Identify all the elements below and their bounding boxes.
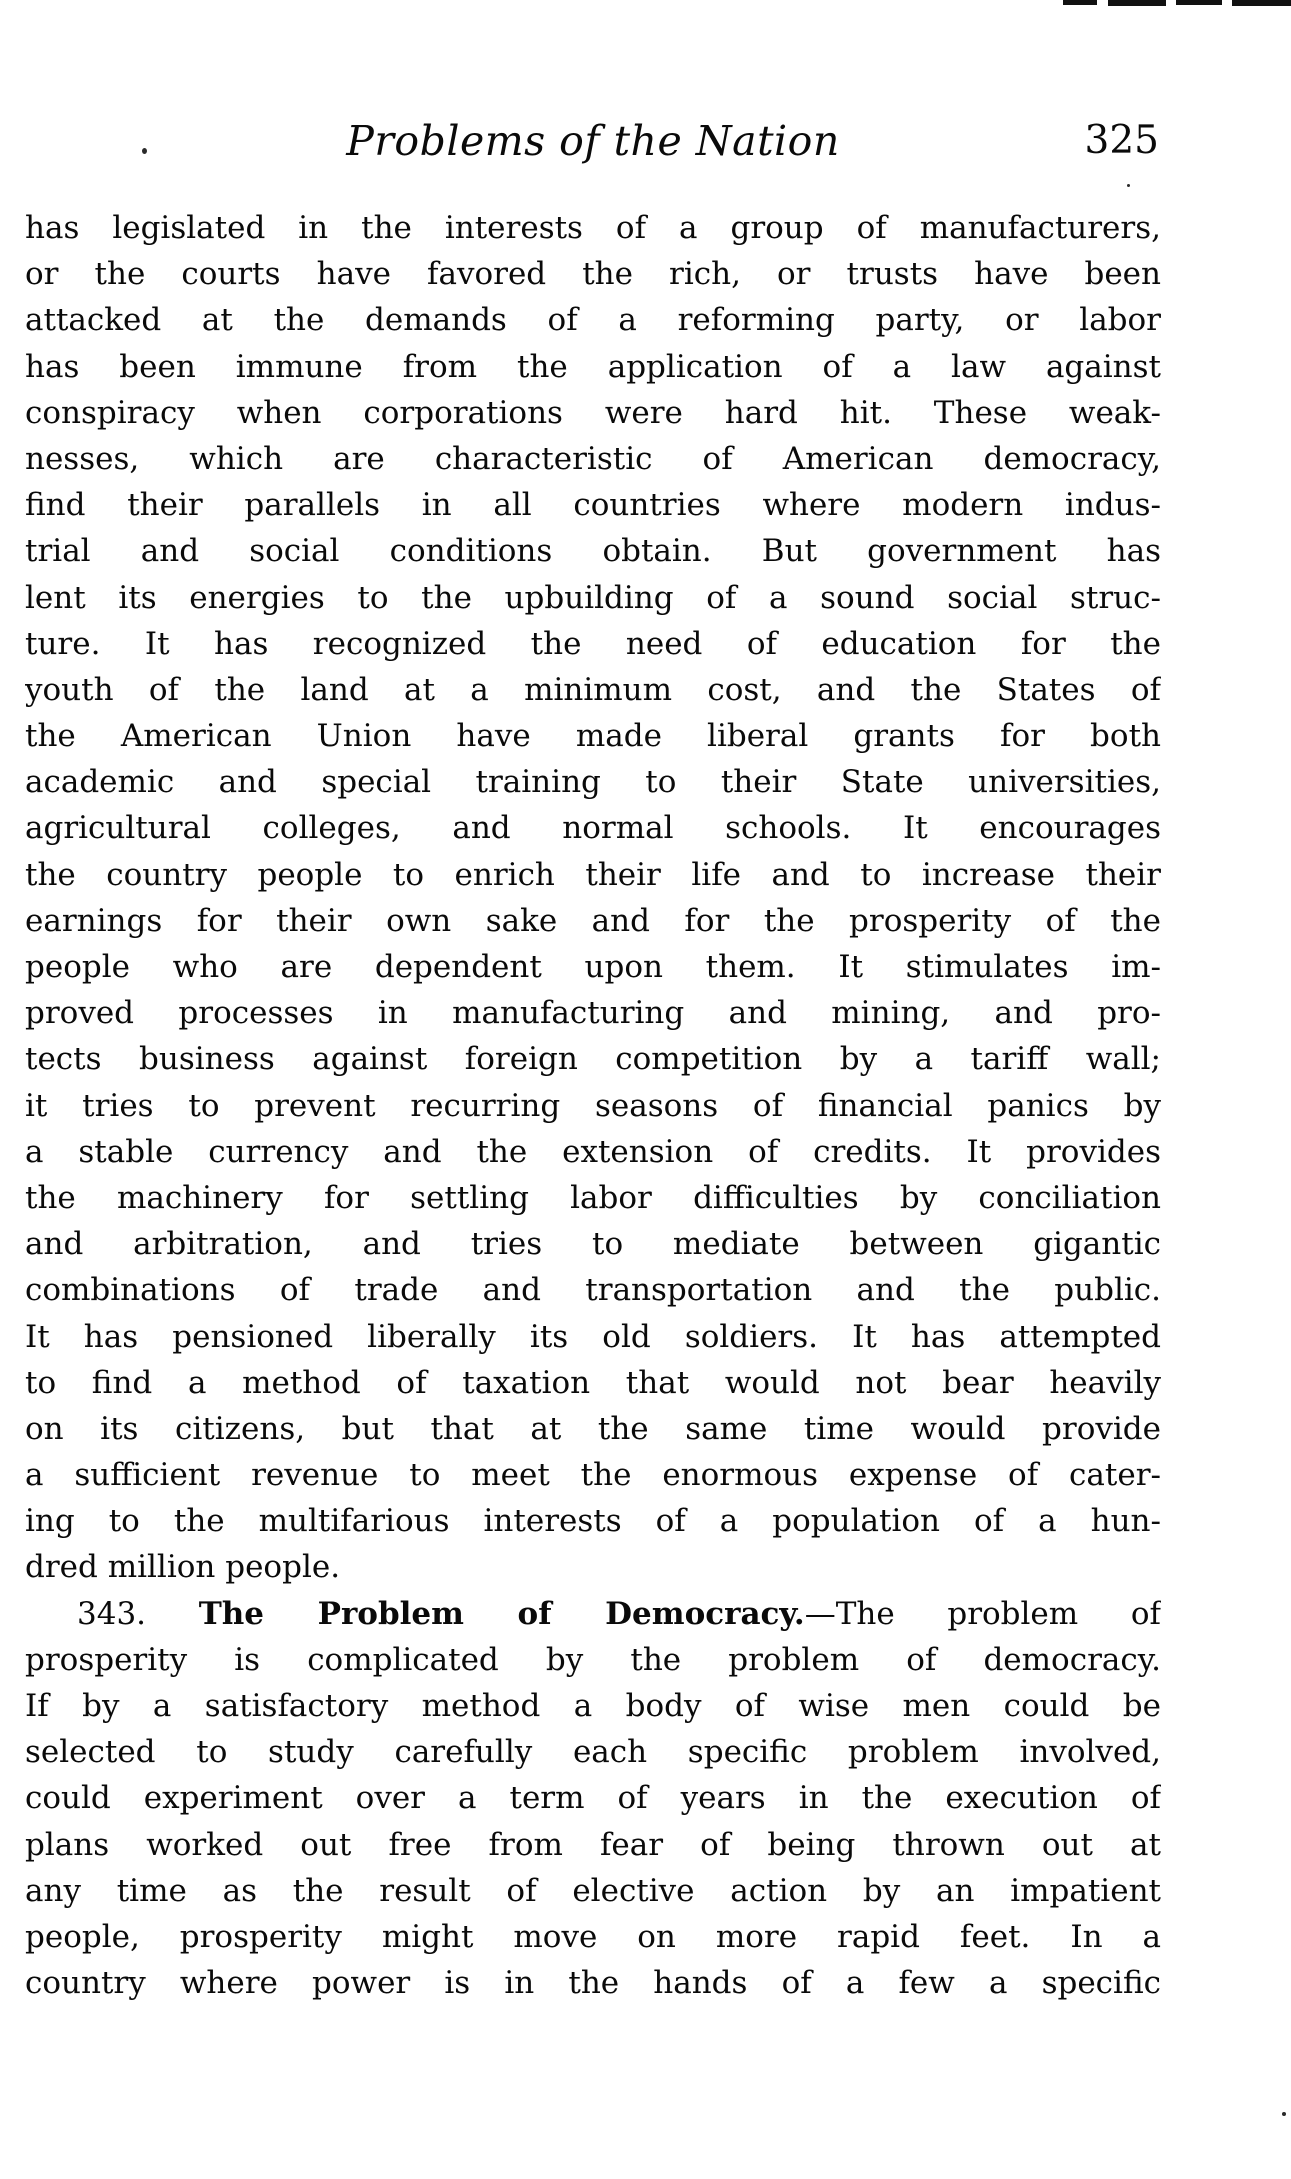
text-line: ing to the multifarious interests of a population of a hun- (25, 1503, 1161, 1540)
page-number: 325 (1084, 118, 1159, 163)
text-segment: 343. (77, 1595, 199, 1632)
text-line: or the courts have favored the rich, or trusts have been (25, 256, 1161, 293)
text-line: on its citizens, but that at the same time would provide (25, 1410, 1161, 1447)
scan-artifact (1176, 0, 1222, 5)
text-segment: —The problem of (804, 1595, 1161, 1632)
running-header (25, 112, 1161, 170)
page-title: Problems of the Nation (346, 117, 840, 165)
ink-speck (1127, 184, 1130, 187)
text-line: lent its energies to the upbuilding of a sound social struc- (25, 579, 1161, 616)
text-line: youth of the land at a minimum cost, and the States of (25, 671, 1161, 708)
text-line: has legislated in the interests of a group of manufacturers, (25, 210, 1161, 246)
text-line: it tries to prevent recurring seasons of financial panics by (25, 1087, 1161, 1124)
scan-artifact (1232, 0, 1291, 6)
text-line: could experiment over a term of years in the execution of (25, 1780, 1161, 1817)
text-line: prosperity is complicated by the problem of democracy. (25, 1641, 1161, 1678)
text-line: the American Union have made liberal grants for both (25, 718, 1161, 755)
text-line: nesses, which are characteristic of American democracy, (25, 440, 1161, 477)
text-line: conspiracy when corporations were hard hit. These weak- (25, 394, 1161, 431)
text-line: If by a satisfactory method a body of wise men could be (25, 1688, 1161, 1724)
text-line: It has pensioned liberally its old soldiers. It has attempted (25, 1318, 1161, 1355)
text-line: agricultural colleges, and normal schools. It encourages (25, 810, 1161, 847)
text-line: trial and social conditions obtain. But government has (25, 533, 1161, 570)
text-line: academic and special training to their State universities, (25, 764, 1161, 801)
text-line: and arbitration, and tries to mediate between gigantic (25, 1226, 1161, 1263)
text-line (25, 1591, 1161, 1637)
text-line: people, prosperity might move on more rapid feet. In a (25, 1918, 1161, 1955)
text-line: combinations of trade and transportation and the public. (25, 1272, 1161, 1309)
text-line: earnings for their own sake and for the prosperity of the (25, 902, 1161, 939)
text-line: country where power is in the hands of a few a specific (25, 1965, 1161, 2002)
text-line: to find a method of taxation that would not bear heavily (25, 1364, 1161, 1401)
text-line: find their parallels in all countries where modern indus- (25, 487, 1161, 524)
text-line: has been immune from the application of a law against (25, 348, 1161, 385)
text-line: tects business against foreign competition by a tariff wall; (25, 1041, 1161, 1078)
scan-artifact (1108, 0, 1166, 6)
body-text (25, 205, 1161, 2006)
text-line: a sufficient revenue to meet the enormous expense of cater- (25, 1457, 1161, 1494)
ink-speck (1282, 2112, 1286, 2116)
text-line: ture. It has recognized the need of education for the (25, 625, 1161, 662)
text-line: any time as the result of elective action by an impatient (25, 1872, 1161, 1909)
text-line: the machinery for settling labor difficulties by conciliation (25, 1179, 1161, 1216)
text-line: dred million people. (25, 1549, 341, 1586)
text-line: proved processes in manufacturing and mining, and pro- (25, 995, 1161, 1032)
text-line: a stable currency and the extension of credits. It provides (25, 1133, 1161, 1170)
section-title: The Problem of Democracy. (198, 1595, 805, 1632)
text-line: the country people to enrich their life and to increase their (25, 856, 1161, 893)
text-line: people who are dependent upon them. It stimulates im- (25, 949, 1161, 985)
scan-artifact (1063, 0, 1097, 5)
text-line: attacked at the demands of a reforming party, or labor (25, 302, 1161, 339)
text-line: plans worked out free from fear of being thrown out at (25, 1826, 1161, 1863)
text-line: selected to study carefully each specific problem involved, (25, 1734, 1161, 1771)
